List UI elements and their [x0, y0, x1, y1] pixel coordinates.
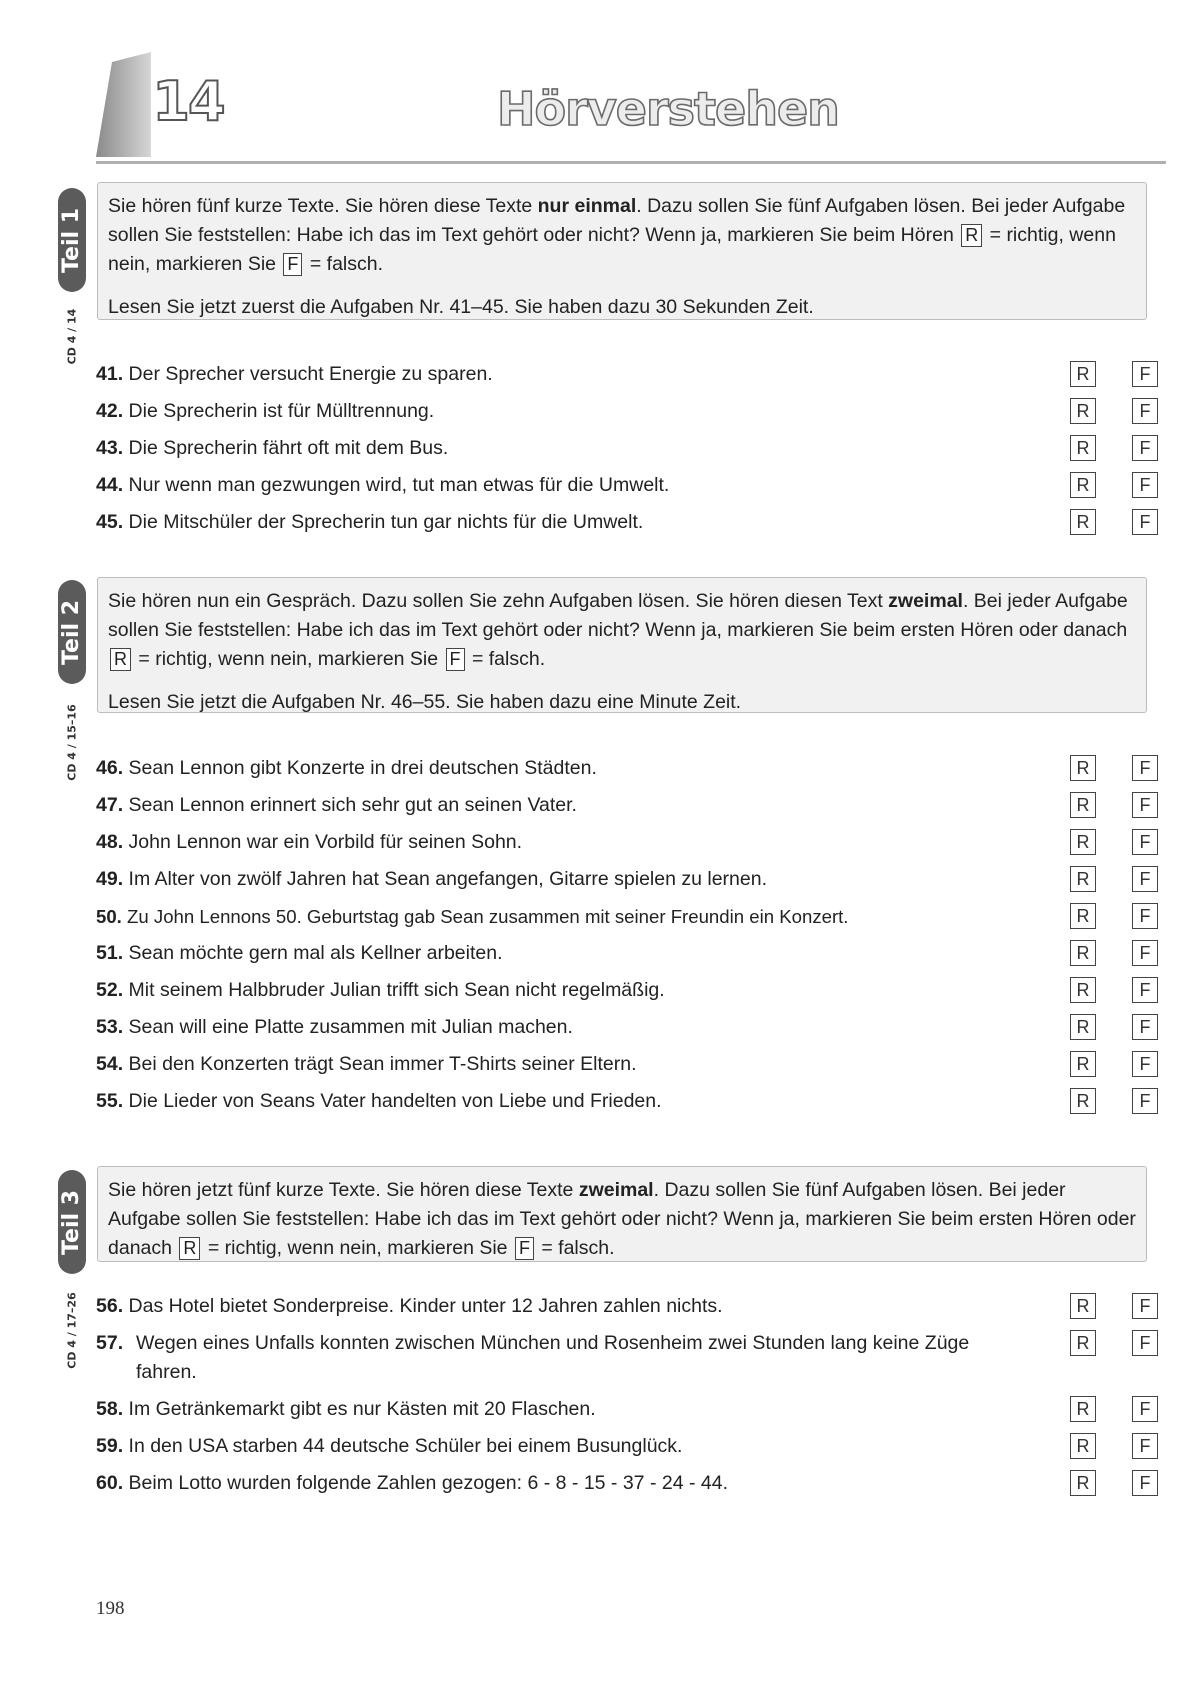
task-item: 53. Sean will eine Platte zusammen mit Julian machen. R F: [96, 1013, 1158, 1050]
answer-r-checkbox[interactable]: R: [1070, 792, 1096, 818]
cd-reference: CD 4 / 14: [65, 308, 79, 365]
task-item: 56. Das Hotel bietet Sonderpreise. Kinder unter 12 Jahren zahlen nichts. R F: [96, 1292, 1158, 1329]
task-item: 57. Wegen eines Unfalls konnten zwischen München und Rosenheim zwei Stunden lang keine Züge fahren. R F: [96, 1329, 1158, 1395]
answer-r-checkbox[interactable]: R: [1070, 1396, 1096, 1422]
task-item: 58. Im Getränkemarkt gibt es nur Kästen mit 20 Flaschen. R F: [96, 1395, 1158, 1432]
task-list-teil-2: [96, 754, 1158, 1124]
task-item: 44. Nur wenn man gezwungen wird, tut man etwas für die Umwelt. R F: [96, 471, 1158, 508]
answer-r-checkbox[interactable]: R: [1070, 398, 1096, 424]
answer-r-checkbox[interactable]: R: [1070, 1470, 1096, 1496]
instruction-note: Lesen Sie jetzt zuerst die Aufgaben Nr. 41–45. Sie haben dazu 30 Sekunden Zeit.: [108, 296, 814, 318]
task-list-teil-1: [96, 360, 1158, 545]
answer-f-checkbox[interactable]: F: [1132, 977, 1158, 1003]
task-item: 48. John Lennon war ein Vorbild für seinen Sohn. R F: [96, 828, 1158, 865]
answer-r-checkbox[interactable]: R: [1070, 472, 1096, 498]
instruction-box-teil-1: [97, 182, 1147, 320]
page-title: Hörverstehen: [497, 82, 839, 136]
answer-f-checkbox[interactable]: F: [1132, 1396, 1158, 1422]
task-list-teil-3: [96, 1292, 1158, 1506]
answer-f-checkbox[interactable]: F: [1132, 1088, 1158, 1114]
answer-r-checkbox[interactable]: R: [1070, 1088, 1096, 1114]
answer-f-checkbox[interactable]: F: [1132, 1330, 1158, 1356]
answer-f-checkbox[interactable]: F: [1132, 1051, 1158, 1077]
answer-r-checkbox[interactable]: R: [1070, 1051, 1096, 1077]
answer-f-checkbox[interactable]: F: [1132, 1470, 1158, 1496]
answer-r-checkbox[interactable]: R: [1070, 435, 1096, 461]
task-item: 55. Die Lieder von Seans Vater handelten von Liebe und Frieden. R F: [96, 1087, 1158, 1124]
task-item: 60. Beim Lotto wurden folgende Zahlen gezogen: 6 - 8 - 15 - 37 - 24 - 44. R F: [96, 1469, 1158, 1506]
answer-f-checkbox[interactable]: F: [1132, 755, 1158, 781]
answer-f-checkbox[interactable]: F: [1132, 398, 1158, 424]
task-item: 59. In den USA starben 44 deutsche Schüler bei einem Busunglück. R F: [96, 1432, 1158, 1469]
instruction-text: Sie hören nun ein Gespräch. Dazu sollen Sie zehn Aufgaben lösen. Sie hören diesen Text zweimal. Bei jeder Aufgabe sollen Sie feststellen: Habe ich das im Text gehört oder nicht? Wenn ja, markieren Sie beim ersten Hören oder danach R = richtig, wenn nein, markieren Sie F = falsch.: [108, 590, 1128, 670]
r-box-symbol: R: [179, 1237, 200, 1260]
page-number: 198: [96, 1598, 125, 1619]
answer-f-checkbox[interactable]: F: [1132, 903, 1158, 929]
task-item: 47. Sean Lennon erinnert sich sehr gut an seinen Vater. R F: [96, 791, 1158, 828]
cd-reference: CD 4 / 17–26: [65, 1292, 79, 1369]
answer-f-checkbox[interactable]: F: [1132, 472, 1158, 498]
answer-f-checkbox[interactable]: F: [1132, 1014, 1158, 1040]
f-box-symbol: F: [446, 648, 465, 671]
teil-badge: Teil 3: [58, 1170, 86, 1274]
task-item: 49. Im Alter von zwölf Jahren hat Sean angefangen, Gitarre spielen zu lernen. R F: [96, 865, 1158, 902]
task-item: 43. Die Sprecherin fährt oft mit dem Bus. R F: [96, 434, 1158, 471]
header-divider: [96, 161, 1166, 164]
section-label-teil-1: [58, 188, 86, 365]
answer-f-checkbox[interactable]: F: [1132, 792, 1158, 818]
answer-f-checkbox[interactable]: F: [1132, 435, 1158, 461]
section-label-teil-3: [58, 1170, 86, 1369]
answer-r-checkbox[interactable]: R: [1070, 509, 1096, 535]
instruction-text: Sie hören fünf kurze Texte. Sie hören diese Texte nur einmal. Dazu sollen Sie fünf Aufgaben lösen. Bei jeder Aufgabe sollen Sie feststellen: Habe ich das im Text gehört oder nicht? Wenn ja, markieren Sie beim Hören R = richtig, wenn nein, markieren Sie F = falsch.: [108, 195, 1126, 275]
answer-r-checkbox[interactable]: R: [1070, 755, 1096, 781]
task-item: 54. Bei den Konzerten trägt Sean immer T-Shirts seiner Eltern. R F: [96, 1050, 1158, 1087]
f-box-symbol: F: [283, 253, 302, 276]
task-item: 46. Sean Lennon gibt Konzerte in drei deutschen Städten. R F: [96, 754, 1158, 791]
answer-r-checkbox[interactable]: R: [1070, 1293, 1096, 1319]
section-label-teil-2: [58, 580, 86, 781]
answer-f-checkbox[interactable]: F: [1132, 1293, 1158, 1319]
task-item: 50. Zu John Lennons 50. Geburtstag gab Sean zusammen mit seiner Freundin ein Konzert. R F: [96, 902, 1158, 939]
answer-r-checkbox[interactable]: R: [1070, 361, 1096, 387]
cd-reference: CD 4 / 15–16: [65, 704, 79, 781]
task-item: 41. Der Sprecher versucht Energie zu sparen. R F: [96, 360, 1158, 397]
chapter-number: 14: [152, 70, 224, 133]
teil-badge: Teil 2: [58, 580, 86, 684]
answer-f-checkbox[interactable]: F: [1132, 866, 1158, 892]
task-item: 51. Sean möchte gern mal als Kellner arbeiten. R F: [96, 939, 1158, 976]
answer-r-checkbox[interactable]: R: [1070, 1330, 1096, 1356]
instruction-box-teil-3: [97, 1166, 1147, 1262]
answer-f-checkbox[interactable]: F: [1132, 829, 1158, 855]
f-box-symbol: F: [515, 1237, 534, 1260]
answer-r-checkbox[interactable]: R: [1070, 903, 1096, 929]
task-item: 42. Die Sprecherin ist für Mülltrennung. R F: [96, 397, 1158, 434]
task-item: 45. Die Mitschüler der Sprecherin tun gar nichts für die Umwelt. R F: [96, 508, 1158, 545]
r-box-symbol: R: [961, 224, 982, 247]
answer-f-checkbox[interactable]: F: [1132, 361, 1158, 387]
answer-f-checkbox[interactable]: F: [1132, 1433, 1158, 1459]
instruction-text: Sie hören jetzt fünf kurze Texte. Sie hören diese Texte zweimal. Dazu sollen Sie fünf Aufgaben lösen. Bei jeder Aufgabe sollen Sie feststellen: Habe ich das im Text gehört oder nicht? Wenn ja, markieren Sie beim ersten Hören oder danach R = richtig, wenn nein, markieren Sie F = falsch.: [108, 1179, 1136, 1259]
answer-r-checkbox[interactable]: R: [1070, 866, 1096, 892]
task-item: 52. Mit seinem Halbbruder Julian trifft sich Sean nicht regelmäßig. R F: [96, 976, 1158, 1013]
answer-f-checkbox[interactable]: F: [1132, 509, 1158, 535]
answer-r-checkbox[interactable]: R: [1070, 940, 1096, 966]
answer-r-checkbox[interactable]: R: [1070, 977, 1096, 1003]
answer-r-checkbox[interactable]: R: [1070, 1433, 1096, 1459]
r-box-symbol: R: [110, 648, 131, 671]
instruction-box-teil-2: [97, 577, 1147, 713]
answer-r-checkbox[interactable]: R: [1070, 829, 1096, 855]
answer-r-checkbox[interactable]: R: [1070, 1014, 1096, 1040]
answer-f-checkbox[interactable]: F: [1132, 940, 1158, 966]
instruction-note: Lesen Sie jetzt die Aufgaben Nr. 46–55. Sie haben dazu eine Minute Zeit.: [108, 691, 742, 713]
teil-badge: Teil 1: [58, 188, 86, 292]
